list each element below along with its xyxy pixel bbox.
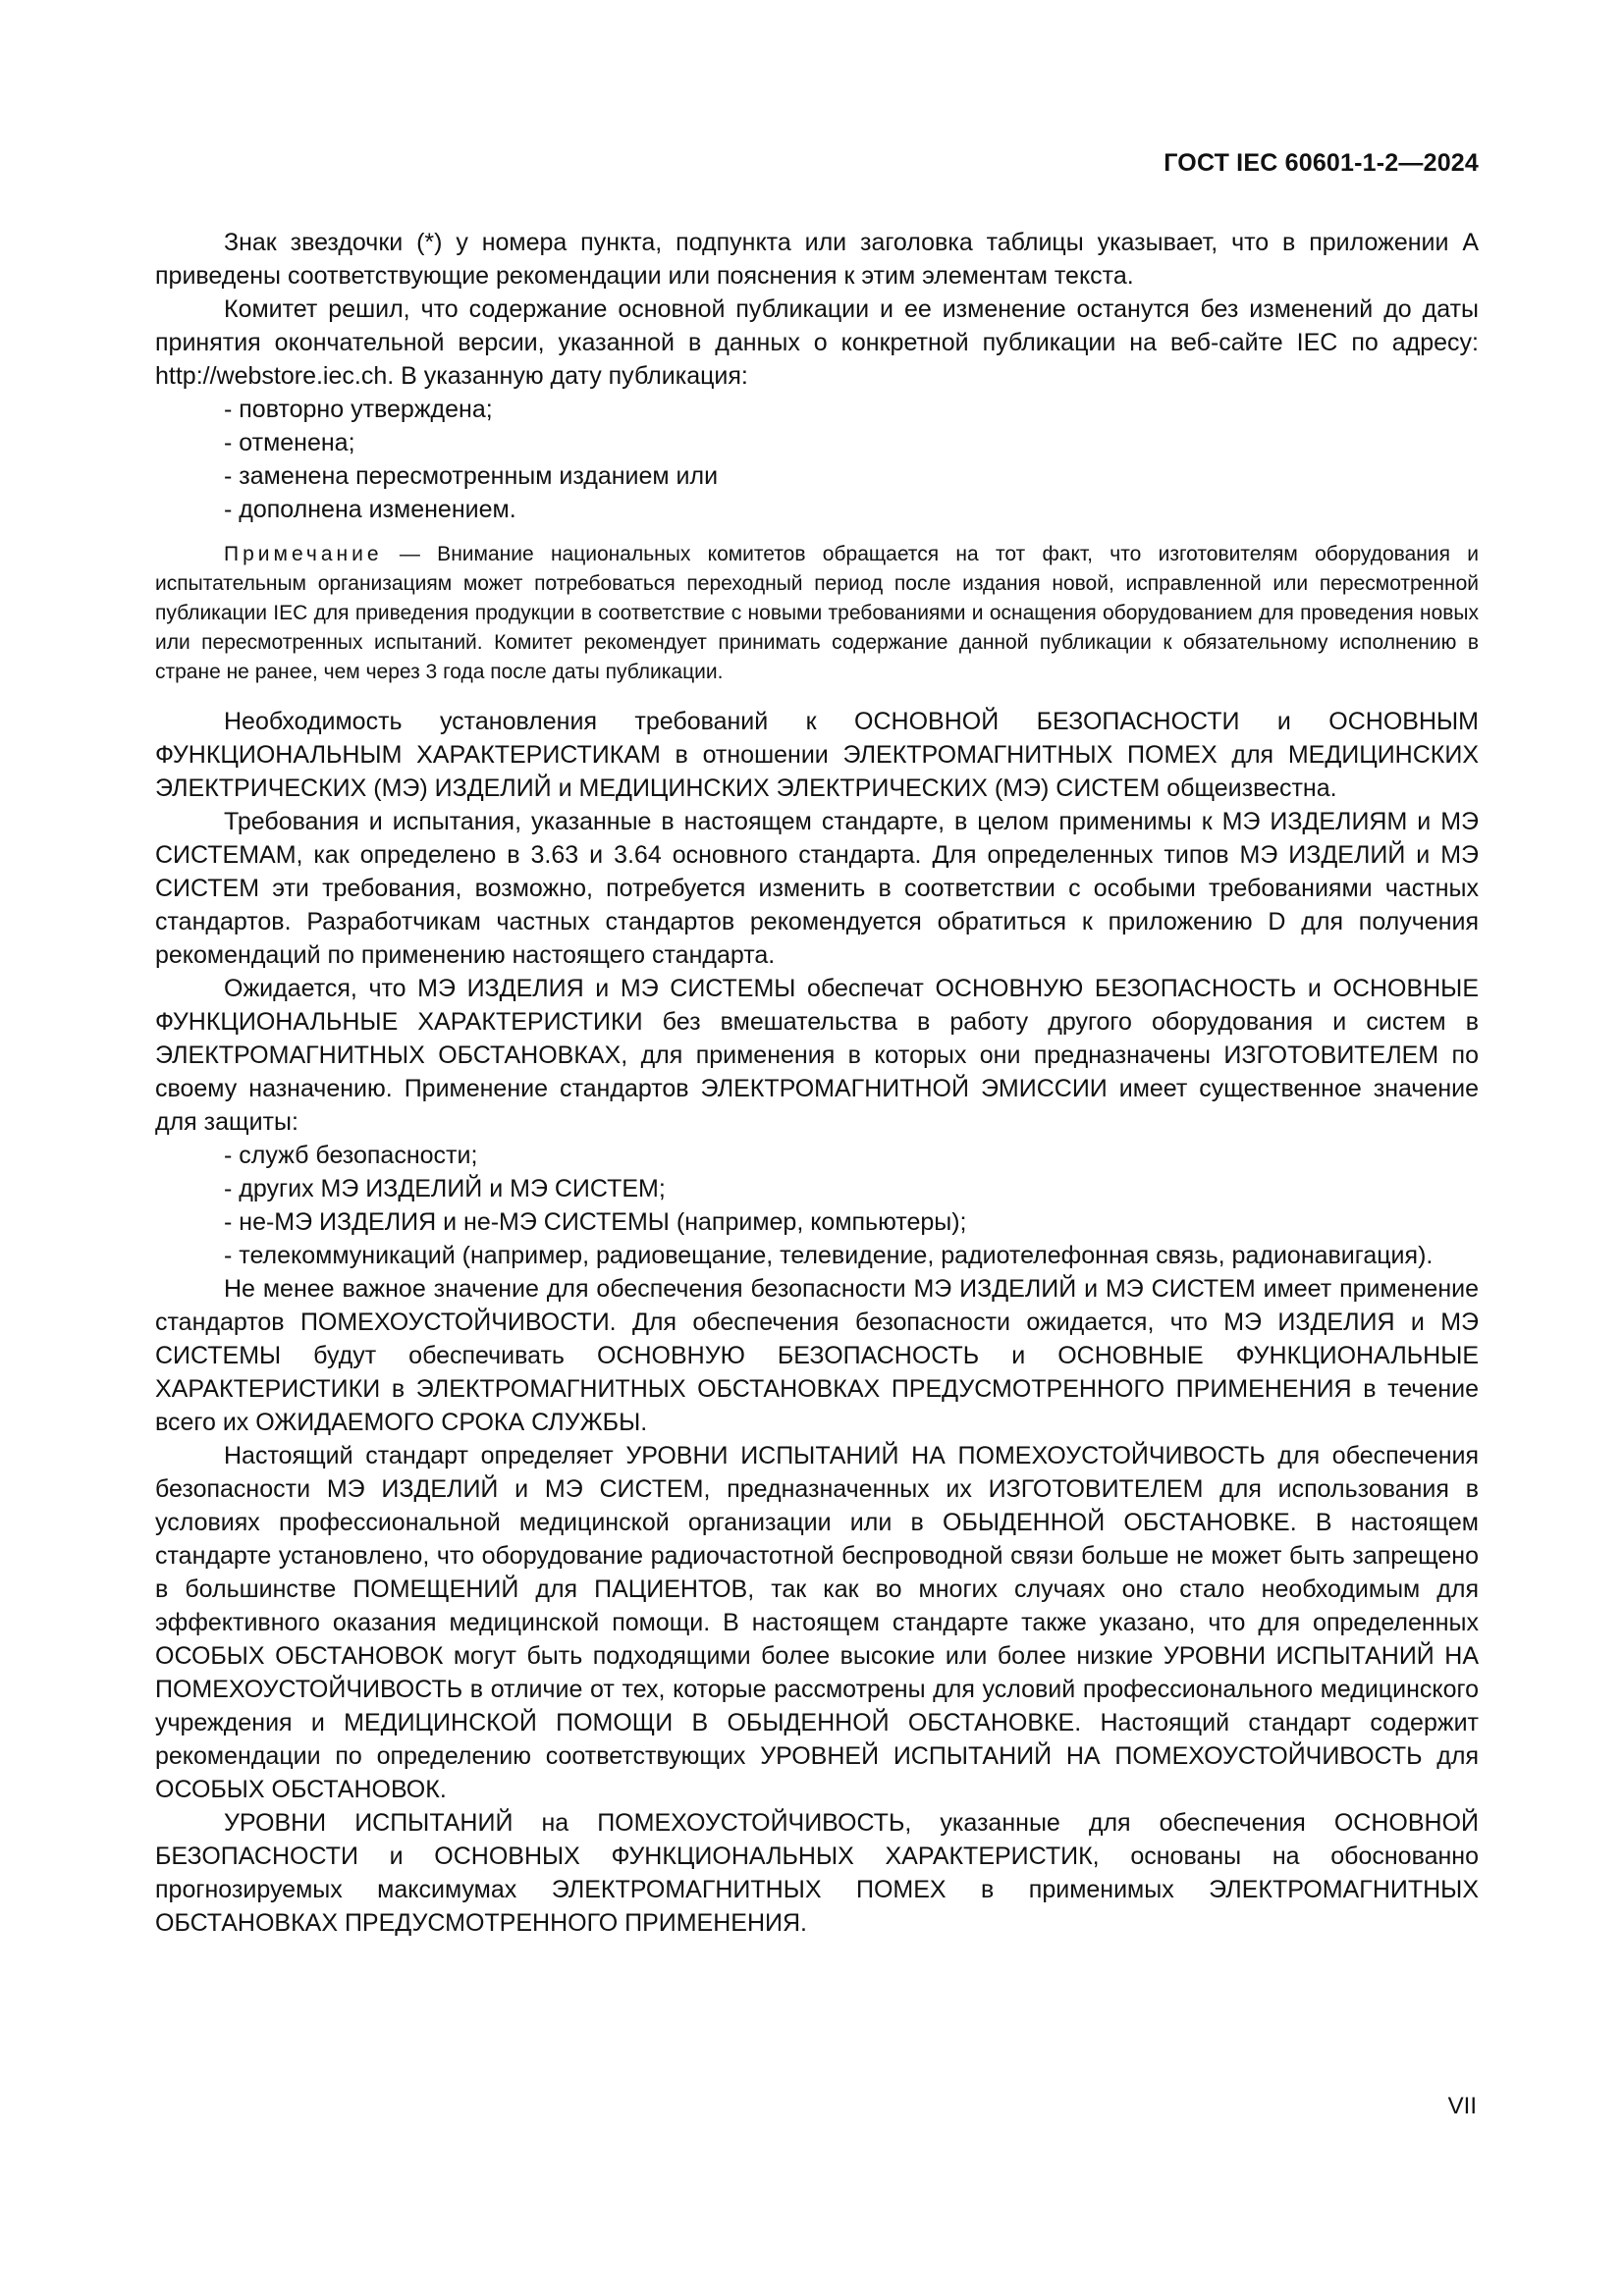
list-item: - отменена; <box>224 429 355 456</box>
list-item: - повторно утверждена; <box>224 396 493 423</box>
list-item: - служб безопасности; <box>224 1142 478 1169</box>
document-body <box>155 226 1479 1940</box>
paragraph-immunity: Не менее важное значение для обеспечения безопасности МЭ ИЗДЕЛИЙ и МЭ СИСТЕМ имеет применение стандартов ПОМЕХОУСТОЙЧИВОСТИ. Для обеспечения безопасности ожидается, что МЭ ИЗДЕЛИЯ и МЭ СИСТЕМЫ будут обеспечивать ОСНОВНУЮ БЕЗОПАСНОСТЬ и ОСНОВНЫЕ ФУНКЦИОНАЛЬНЫЕ ХАРАКТЕРИСТИКИ в ЭЛЕКТРОМАГНИТНЫХ ОБСТАНОВКАХ ПРЕДУСМОТРЕННОГО ПРИМЕНЕНИЯ в течение всего их ОЖИДАЕМОГО СРОКА СЛУЖБЫ. <box>155 1275 1479 1436</box>
paragraph-asterisk: Знак звездочки (*) у номера пункта, подпункта или заголовка таблицы указывает, что в приложении А приведены соответствующие рекомендации или пояснения к этим элементам текста. <box>155 229 1479 290</box>
list-item: - заменена пересмотренным изданием или <box>224 462 719 490</box>
note-block <box>155 540 1479 687</box>
note-text: — Внимание национальных комитетов обращается на тот факт, что изготовителям оборудования и испытательным организациям может потребоваться переходный период после издания новой, исправленной или пересмотренной публикации IEC для приведения продукции в соответствие с новыми требованиями и оснащения оборудованием для проведения новых или пересмотренных испытаний. Комитет рекомендует принимать содержание данной публикации к обязательному исполнению в стране не ранее, чем через 3 года после даты публикации. <box>155 543 1479 683</box>
list-item: - дополнена изменением. <box>224 496 516 523</box>
paragraph-test-levels: Настоящий стандарт определяет УРОВНИ ИСПЫТАНИЙ НА ПОМЕХОУСТОЙЧИВОСТЬ для обеспечения безопасности МЭ ИЗДЕЛИЙ и МЭ СИСТЕМ, предназначенных их ИЗГОТОВИТЕЛЕМ для использования в условиях профессиональной медицинской организации или в ОБЫДЕННОЙ ОБСТАНОВКЕ. В настоящем стандарте установлено, что оборудование радиочастотной беспроводной связи больше не может быть запрещено в большинстве ПОМЕЩЕНИЙ для ПАЦИЕНТОВ, так как во многих случаях оно стало необходимым для эффективного оказания медицинской помощи. В настоящем стандарте также указано, что для определенных ОСОБЫХ ОБСТАНОВОК могут быть подходящими более высокие или более низкие УРОВНИ ИСПЫТАНИЙ НА ПОМЕХОУСТОЙЧИВОСТЬ в отличие от тех, которые рассмотрены для условий профессионального медицинского учреждения и МЕДИЦИНСКОЙ ПОМОЩИ В ОБЫДЕННОЙ ОБСТАНОВКЕ. Настоящий стандарт содержит рекомендации по определению соответствующих УРОВНЕЙ ИСПЫТАНИЙ НА ПОМЕХОУСТОЙЧИВОСТЬ для ОСОБЫХ ОБСТАНОВОК. <box>155 1442 1479 1803</box>
standard-code: ГОСТ IEC 60601-1-2—2024 <box>1164 149 1479 177</box>
paragraph-requirements: Требования и испытания, указанные в настоящем стандарте, в целом применимы к МЭ ИЗДЕЛИЯМ и МЭ СИСТЕМАМ, как определено в 3.63 и 3.64 основного стандарта. Для определенных типов МЭ ИЗДЕЛИЙ и МЭ СИСТЕМ эти требования, возможно, потребуется изменить в соответствии с особыми требованиями частных стандартов. Разработчикам частных стандартов рекомендуется обратиться к приложению D для получения рекомендаций по применению настоящего стандарта. <box>155 808 1479 969</box>
list-item: - телекоммуникаций (например, радиовещание, телевидение, радиотелефонная связь, радионавигация). <box>224 1242 1434 1269</box>
page-number: VII <box>1447 2093 1477 2119</box>
list-item: - не-МЭ ИЗДЕЛИЯ и не-МЭ СИСТЕМЫ (например, компьютеры); <box>224 1208 967 1236</box>
note-label: Примечание <box>224 543 383 565</box>
paragraph-necessity: Необходимость установления требований к ОСНОВНОЙ БЕЗОПАСНОСТИ и ОСНОВНЫМ ФУНКЦИОНАЛЬНЫМ ХАРАКТЕРИСТИКАМ в отношении ЭЛЕКТРОМАГНИТНЫХ ПОМЕХ для МЕДИЦИНСКИХ ЭЛЕКТРИЧЕСКИХ (МЭ) ИЗДЕЛИЙ и МЕДИЦИНСКИХ ЭЛЕКТРИЧЕСКИХ (МЭ) СИСТЕМ общеизвестна. <box>155 708 1479 802</box>
paragraph-test-levels-basis: УРОВНИ ИСПЫТАНИЙ на ПОМЕХОУСТОЙЧИВОСТЬ, указанные для обеспечения ОСНОВНОЙ БЕЗОПАСНОСТИ и ОСНОВНЫХ ФУНКЦИОНАЛЬНЫХ ХАРАКТЕРИСТИК, основаны на обоснованно прогнозируемых максимумах ЭЛЕКТРОМАГНИТНЫХ ПОМЕХ в применимых ЭЛЕКТРОМАГНИТНЫХ ОБСТАНОВКАХ ПРЕДУСМОТРЕННОГО ПРИМЕНЕНИЯ. <box>155 1809 1479 1937</box>
paragraph-expected: Ожидается, что МЭ ИЗДЕЛИЯ и МЭ СИСТЕМЫ обеспечат ОСНОВНУЮ БЕЗОПАСНОСТЬ и ОСНОВНЫЕ ФУНКЦИОНАЛЬНЫЕ ХАРАКТЕРИСТИКИ без вмешательства в работу другого оборудования и систем в ЭЛЕКТРОМАГНИТНЫХ ОБСТАНОВКАХ, для применения в которых они предназначены ИЗГОТОВИТЕЛЕМ по своему назначению. Применение стандартов ЭЛЕКТРОМАГНИТНОЙ ЭМИССИИ имеет существенное значение для защиты: <box>155 975 1479 1136</box>
list-item: - других МЭ ИЗДЕЛИЙ и МЭ СИСТЕМ; <box>224 1175 666 1202</box>
paragraph-committee: Комитет решил, что содержание основной публикации и ее изменение останутся без изменений до даты принятия окончательной версии, указанной в данных о конкретной публикации на веб-сайте IEC по адресу: http://webstore.iec.ch. В указанную дату публикация: <box>155 295 1479 390</box>
